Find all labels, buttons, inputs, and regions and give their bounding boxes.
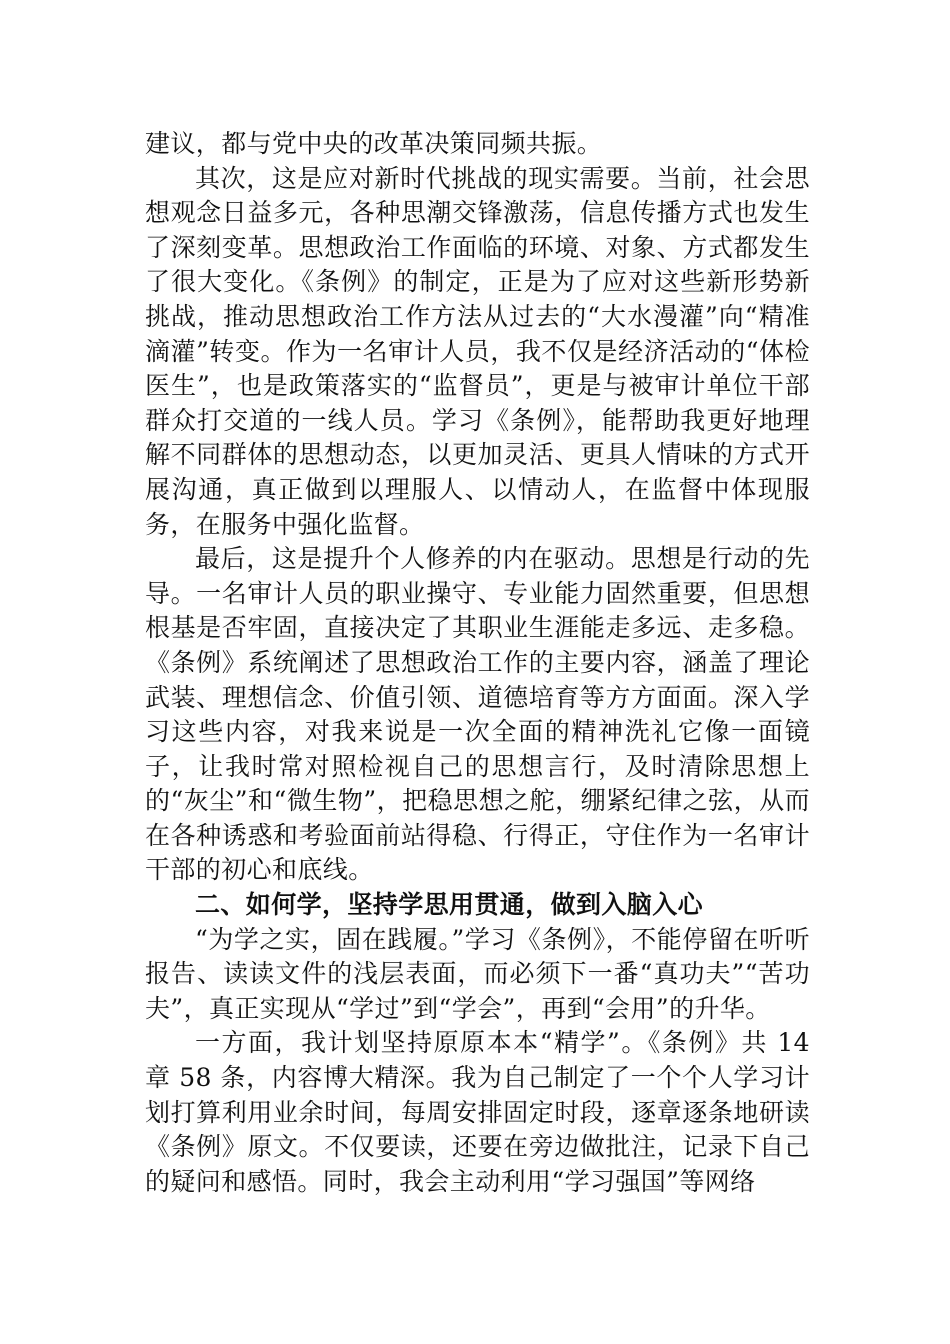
paragraph-how-to-study: “为学之实，固在践履。”学习《条例》，不能停留在听听报告、读读文件的浅层表面，而必须下一番“真功夫”“苦功夫”，真正实现从“学过”到“学会”，再到“会用”的升华。	[145, 924, 810, 1023]
paragraph-continuation: 建议，都与党中央的改革决策同频共振。	[145, 129, 603, 158]
document-body	[145, 127, 810, 1199]
section-heading: 二、如何学，坚持学思用贯通，做到入脑入心	[195, 890, 704, 920]
paragraph-final-reason: 最后，这是提升个人修养的内在驱动。思想是行动的先导。一名审计人员的职业操守、专业能力固然重要，但思想根基是否牢固，直接决定了其职业生涯能走多远、走多稳。《条例》系统阐述了思想政治工作的主要内容，涵盖了理论武装、理想信念、价值引领、道德培育等方方面面。深入学习这些内容，对我来说是一次全面的精神洗礼它像一面镜子，让我时常对照检视自己的思想言行，及时清除思想上的“灰尘”和“微生物”，把稳思想之舵，绷紧纪律之弦，从而在各种诱惑和考验面前站得稳、行得正，守住作为一名审计干部的初心和底线。	[145, 544, 810, 885]
paragraph-second-reason: 其次，这是应对新时代挑战的现实需要。当前，社会思想观念日益多元，各种思潮交锋激荡，信息传播方式也发生了深刻变革。思想政治工作面临的环境、对象、方式都发生了很大变化。《条例》的制定，正是为了应对这些新形势新挑战，推动思想政治工作方法从过去的“大水漫灌”向“精准滴灌”转变。作为一名审计人员，我不仅是经济活动的“体检医生”，也是政策落实的“监督员”，更是与被审计单位干部群众打交道的一线人员。学习《条例》，能帮助我更好地理解不同群体的思想动态，以更加灵活、更具人情味的方式开展沟通，真正做到以理服人、以情动人，在监督中体现服务，在服务中强化监督。	[145, 163, 810, 539]
paragraph-study-plan: 一方面，我计划坚持原原本本“精学”。《条例》共 14 章 58 条，内容博大精深。我为自己制定了一个个人学习计划打算利用业余时间，每周安排固定时段，逐章逐条地研读《条例》原文。不仅要读，还要在旁边做批注，记录下自己的疑问和感悟。同时，我会主动利用“学习强国”等网络	[145, 1028, 810, 1196]
